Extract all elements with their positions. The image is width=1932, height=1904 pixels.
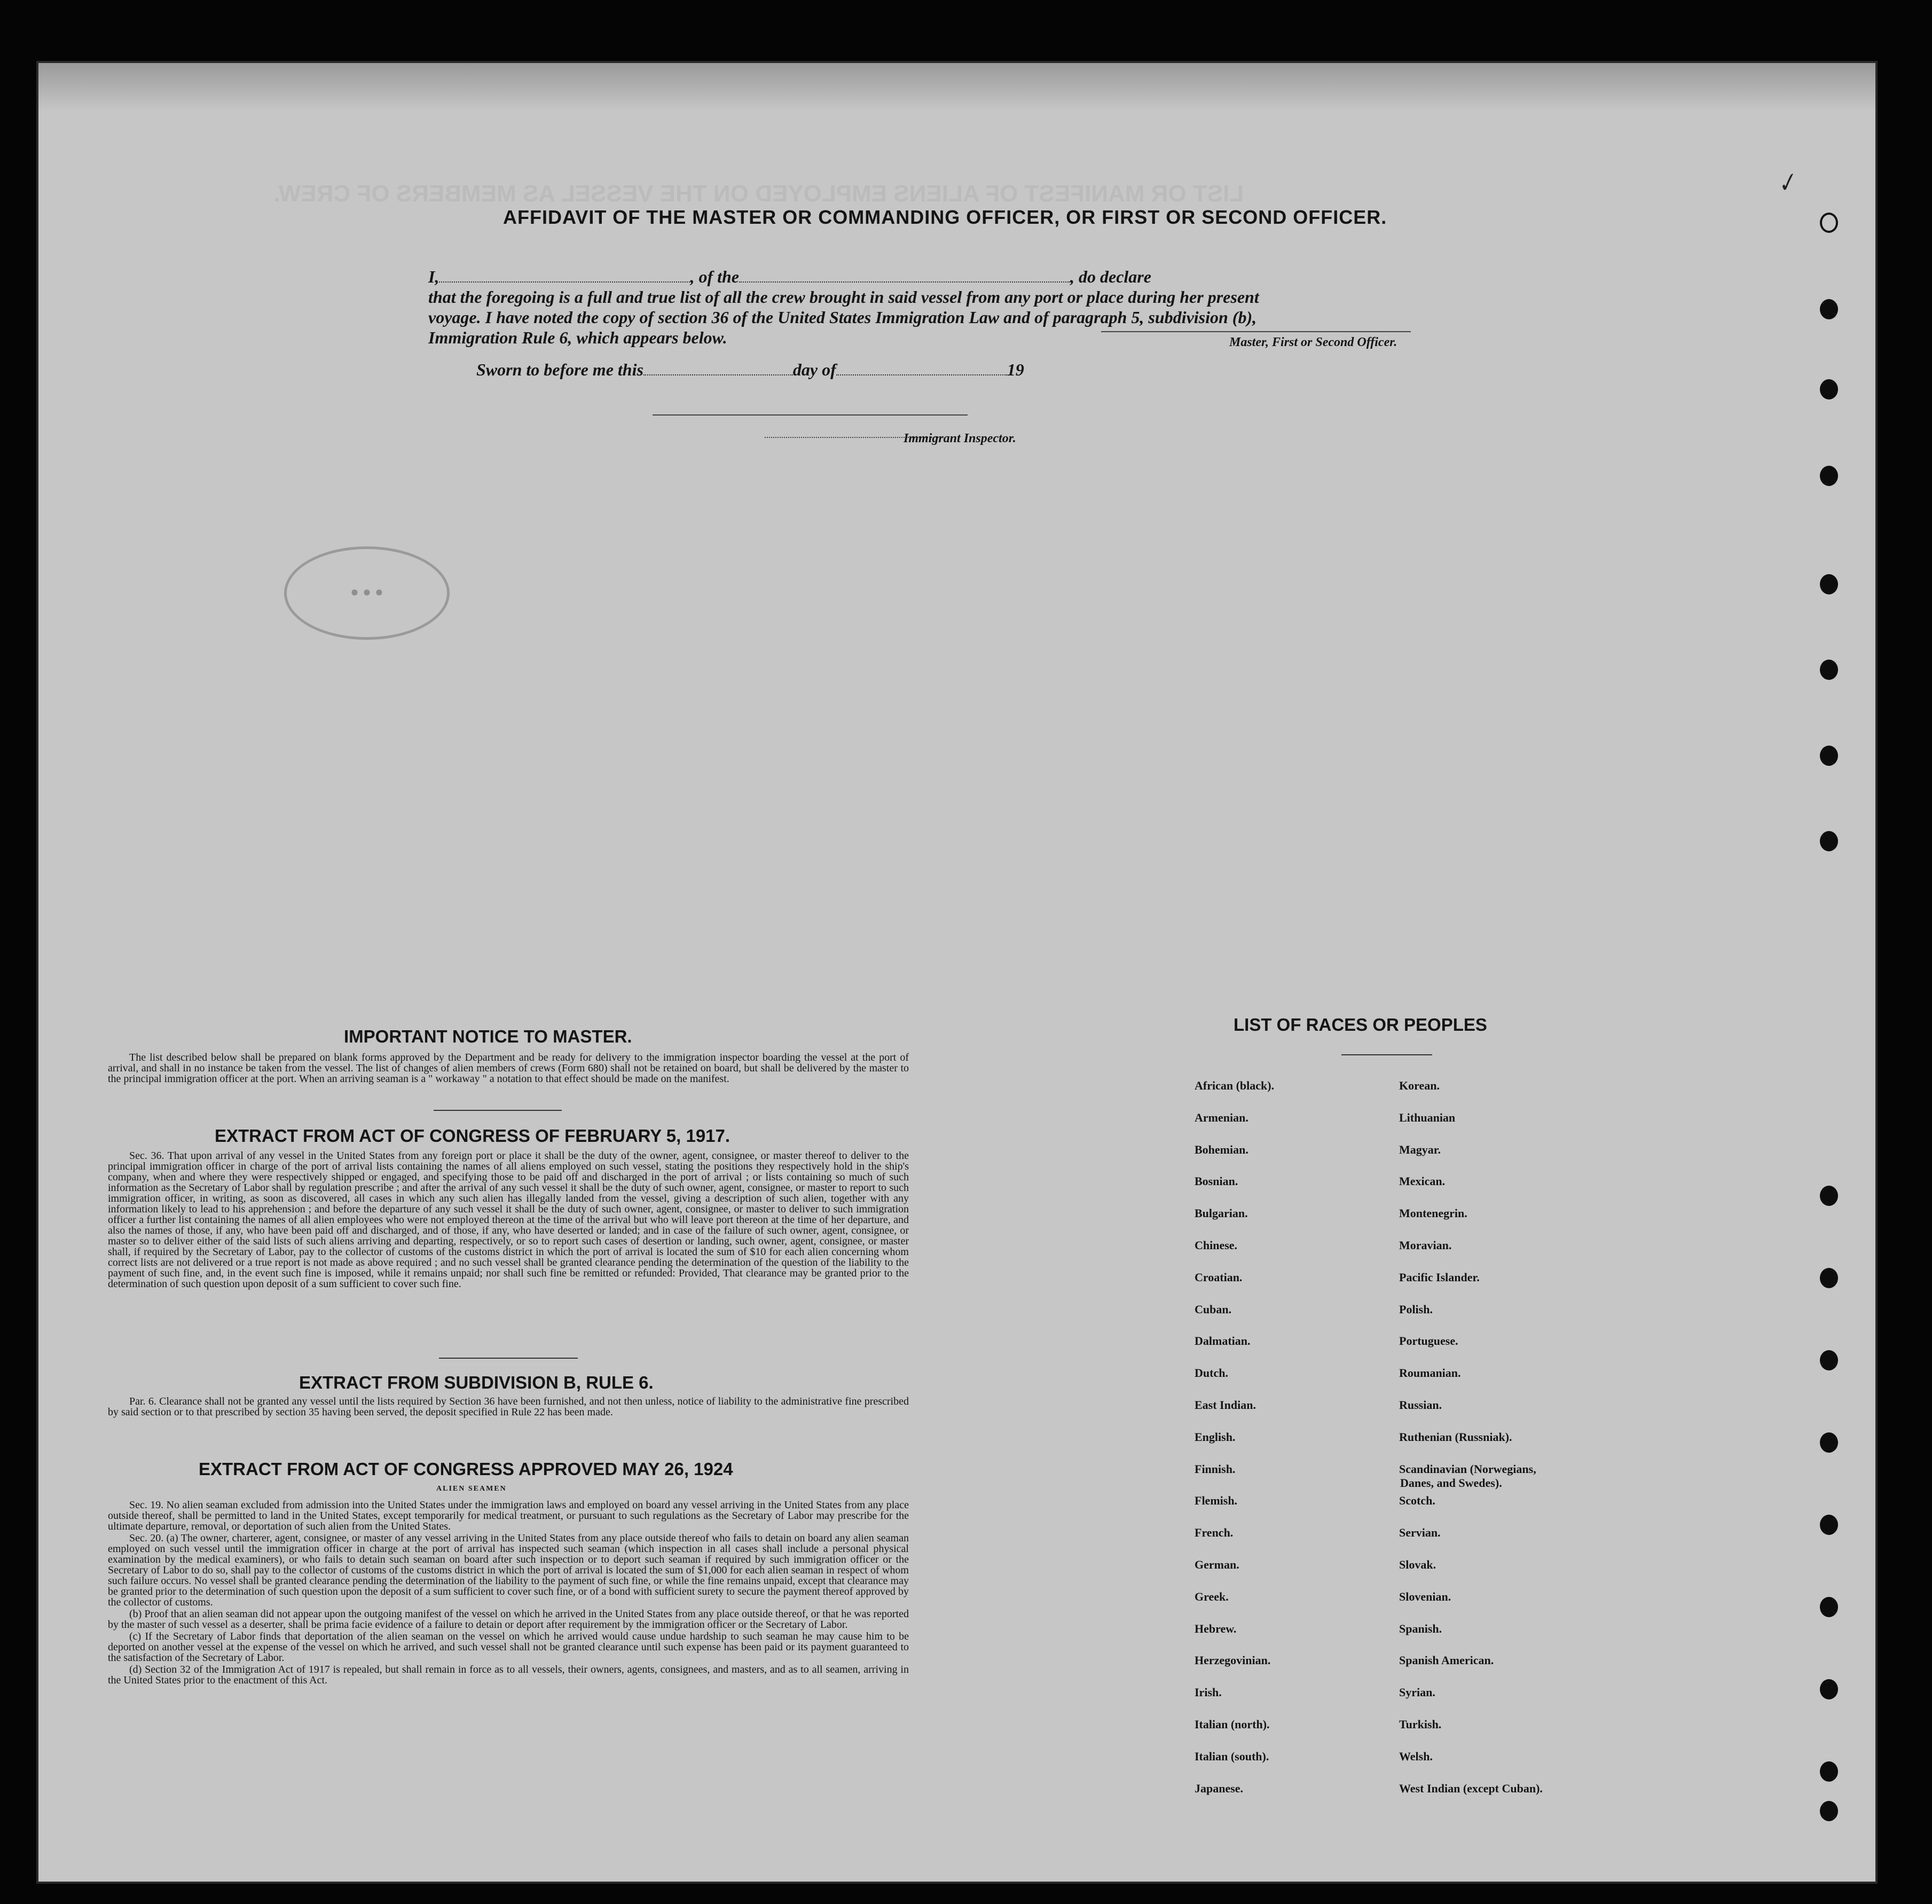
race-item: English. xyxy=(1195,1430,1236,1444)
race-item: Spanish. xyxy=(1399,1621,1442,1635)
race-item: Korean. xyxy=(1399,1079,1440,1092)
sec-19-paragraph: Sec. 19. No alien seaman excluded from admission into the United States under the immigration laws and employed on board any vessel arriving in the United States from any place outside thereof, shall be permitted to land in the United States, except temporarily for medical treatment, or pursuant to such regulations as the Secretary of Labor may prescribe for the ultimate departure, removal, or deportation of such alien from the United States. xyxy=(108,1499,909,1532)
race-item: Turkish. xyxy=(1399,1718,1442,1731)
race-item: Bohemian. xyxy=(1195,1142,1248,1156)
section-36-paragraph: Sec. 36. That upon arrival of any vessel in the United States from any foreign port or place it shall be the duty of the owner, agent, consignee, or master thereof to deliver to the principal immigration officer in charge of the port of arrival lists containing the names of all aliens employed on such vessel, stating the positions they respectively hold in the ship's company, when and where they were respectively shipped or engaged, and specifying those to be paid off and discharged in the port of arrival ; or lists containing so much of such information as the Secretary of Labor shall by regulation prescribe ; and after the arrival of any such vessel it shall be the duty of such owner, agent, consignee, or master to report to such immigration officer, in writing, as soon as discovered, all cases in which any such alien has illegally landed from the vessel, giving a description of such alien, together with any information likely to lead to his apprehension ; and before the departure of any such vessel it shall be the duty of such owner, agent, consignee, or master to deliver to such immigration officer a further list containing the names of all alien employees who were not employed thereon at the time of the arrival but who will leave port thereon at the time of her departure, and also the names of those, if any, who have been paid off and discharged, and of those, if any, who have deserted or landed; and in case of the failure of such owner, agent, consignee, or master so to deliver either of the said lists of such aliens arriving and departing, respectively, or so to report such cases of desertion or landing, such owner, agent, consignee, or master shall, if required by the Secretary of Labor, pay to the collector of customs of the customs district in which the port of arrival is located the sum of $10 for each alien concerning whom correct lists are not delivered or a true report is not made as above required ; and no such vessel shall be granted clearance pending the determination of the question of the liability to the payment of such fine, and, in the event such fine is imposed, while it remains unpaid; nor shall such fine be remitted or refunded: Provided, That clearance may be granted prior to the determination of such question upon deposit of a sum sufficient to cover such fine. xyxy=(108,1150,909,1290)
rule6-text xyxy=(108,1396,909,1419)
sworn-text: Sworn to before me this xyxy=(476,360,643,379)
notice-paragraph: The list described below shall be prepared on blank forms approved by the Department and be ready for delivery to the immigration inspector boarding the vessel at the port of arrival, and shall in no instance be taken from the vessel. The list of changes of alien members of crews (Form 680) shall not be retained on board, but shall be delivered by the master to the principal immigration officer at the port. When an arriving seaman is a " workaway " a notation to that effect should be made on the manifest. xyxy=(108,1052,909,1085)
affidavit-of-the: , of the xyxy=(690,267,739,286)
rule6-title: EXTRACT FROM SUBDIVISION B, RULE 6. xyxy=(299,1373,654,1392)
month-blank xyxy=(836,374,1007,375)
race-item: African (black). xyxy=(1195,1079,1275,1092)
binder-hole xyxy=(1820,1186,1838,1206)
notary-line xyxy=(653,414,968,416)
binder-hole xyxy=(1820,746,1838,766)
race-item: Danes, and Swedes). xyxy=(1400,1476,1502,1490)
affidavit-title: AFFIDAVIT OF THE MASTER OR COMMANDING OFFICER, OR FIRST OR SECOND OFFICER. xyxy=(503,206,1387,228)
race-item: Bulgarian. xyxy=(1195,1206,1248,1220)
race-item: Scotch. xyxy=(1399,1494,1435,1508)
race-item: Italian (north). xyxy=(1195,1718,1270,1731)
race-item: Armenian. xyxy=(1195,1110,1248,1124)
race-item: Portuguese. xyxy=(1399,1334,1458,1348)
rule6-paragraph: Par. 6. Clearance shall not be granted any vessel until the lists required by Section 36 have been furnished, and not then unless, notice of liability to the administrative fine prescribed by said section or to that prescribed by section 35 having been served, the deposit specified in Rule 22 has been made. xyxy=(108,1396,909,1418)
extract-1917-rule xyxy=(439,1358,578,1359)
sec-20a-paragraph: Sec. 20. (a) The owner, charterer, agent, consignee, or master of any vessel arriving in the United States from any place outside thereof who fails to detain on board any alien seaman employed on such vessel until the immigration officer in charge at the port of arrival has inspected such seaman (which inspection in all cases shall include a personal physical examination by the medical examiners), or who fails to detain such seaman on board after such inspection or to deport such seaman if required by such immigration officer or the Secretary of Labor to do so, shall pay to the collector of customs of the customs district in which the port of arrival is located the sum of $1,000 for each alien seaman in respect of whom such failure occurs. No vessel shall be granted clearance pending the determination of the liability to the payment of such fine, or while the fine remains unpaid, except that clearance may be granted prior to the determination of such question upon the deposit of a sum sufficient to cover such fine, or of a bond with sufficient surety to secure the payment thereof approved by the collector of customs. xyxy=(108,1532,909,1608)
day-of-text: day of xyxy=(792,360,836,379)
alien-seamen-subtitle: ALIEN SEAMEN xyxy=(436,1485,507,1493)
race-item: Syrian. xyxy=(1399,1686,1435,1699)
race-item: Montenegrin. xyxy=(1399,1206,1467,1220)
affidavit-declare: , do declare xyxy=(1070,267,1151,286)
race-item: Croatian. xyxy=(1195,1270,1243,1284)
inspector-caption: Immigrant Inspector. xyxy=(904,432,1016,445)
race-item: German. xyxy=(1195,1558,1239,1571)
race-item: Finnish. xyxy=(1195,1462,1236,1476)
binder-hole xyxy=(1820,379,1838,399)
binder-hole xyxy=(1820,213,1838,233)
race-item: East Indian. xyxy=(1195,1398,1256,1412)
binder-hole xyxy=(1820,1761,1838,1782)
race-item: Japanese. xyxy=(1195,1781,1244,1795)
race-item: Dutch. xyxy=(1195,1366,1228,1380)
notice-title: IMPORTANT NOTICE TO MASTER. xyxy=(344,1027,632,1046)
office-stamp: ● ● ● xyxy=(284,546,450,640)
race-item: Welsh. xyxy=(1399,1749,1433,1763)
binder-hole xyxy=(1820,1432,1838,1453)
race-item: Roumanian. xyxy=(1399,1366,1461,1380)
race-item: Lithuanian xyxy=(1399,1110,1456,1124)
sworn-line xyxy=(476,360,1024,380)
affidavit-line-1 xyxy=(428,267,1151,287)
affidavit-line-4: Immigration Rule 6, which appears below. xyxy=(428,328,727,347)
binder-hole xyxy=(1820,1515,1838,1535)
handwritten-check-mark: ✓ xyxy=(1772,168,1801,199)
race-item: Russian. xyxy=(1399,1398,1442,1412)
name-blank xyxy=(439,281,690,283)
race-item: Mexican. xyxy=(1399,1174,1446,1188)
notice-rule xyxy=(434,1110,562,1111)
race-item: Moravian. xyxy=(1399,1239,1452,1252)
binder-hole xyxy=(1820,466,1838,486)
race-item: Hebrew. xyxy=(1195,1621,1237,1635)
race-item: West Indian (except Cuban). xyxy=(1399,1781,1543,1795)
bleed-through-title: LIST OR MANIFEST OF ALIENS EMPLOYED ON THE VESSEL AS MEMBERS OF CREW. xyxy=(273,181,1244,207)
race-item: Italian (south). xyxy=(1195,1749,1269,1763)
extract-1924-title: EXTRACT FROM ACT OF CONGRESS APPROVED MAY 26, 1924 xyxy=(199,1459,733,1479)
race-item: Chinese. xyxy=(1195,1239,1238,1252)
extract-1917-text xyxy=(108,1150,909,1290)
binder-hole xyxy=(1820,1801,1838,1821)
binder-hole xyxy=(1820,1679,1838,1699)
master-caption: Master, First or Second Officer. xyxy=(1229,335,1397,349)
race-item: Greek. xyxy=(1195,1589,1229,1603)
race-item: Flemish. xyxy=(1195,1494,1238,1508)
day-blank xyxy=(643,374,793,375)
race-item: Slovak. xyxy=(1399,1558,1436,1571)
sec-20c-paragraph: (c) If the Secretary of Labor finds that deportation of the alien seaman on the vessel on which he arrived would cause undue hardship to such seaman he may cause him to be deported on another vessel at the expense of the vessel on which he arrived, and such vessel shall not be granted clearance until such expense has been paid or its payment guaranteed to the satisfaction of the Secretary of Labor. xyxy=(108,1631,909,1664)
extract-1924-text xyxy=(108,1500,909,1687)
race-item: Bosnian. xyxy=(1195,1174,1238,1188)
race-item: Dalmatian. xyxy=(1195,1334,1251,1348)
binder-hole xyxy=(1820,831,1838,851)
race-item: Polish. xyxy=(1399,1302,1433,1316)
binder-hole xyxy=(1820,574,1838,594)
binder-hole xyxy=(1820,660,1838,680)
notice-text xyxy=(108,1052,909,1085)
binder-hole xyxy=(1820,1350,1838,1370)
extract-1917-title: EXTRACT FROM ACT OF CONGRESS OF FEBRUARY 5, 1917. xyxy=(215,1126,731,1146)
races-title: LIST OF RACES OR PEOPLES xyxy=(1234,1015,1487,1035)
year-prefix: 19 xyxy=(1007,360,1024,379)
races-rule xyxy=(1341,1054,1432,1055)
document-page xyxy=(38,63,1875,1882)
binder-hole xyxy=(1820,1268,1838,1288)
binder-hole xyxy=(1820,299,1838,319)
race-item: Servian. xyxy=(1399,1526,1441,1540)
vessel-blank xyxy=(739,281,1070,283)
race-item: Herzegovinian. xyxy=(1195,1654,1271,1667)
affidavit-line-2: that the foregoing is a full and true list of all the crew brought in said vessel from any port or place during her present xyxy=(428,287,1259,307)
race-item: Irish. xyxy=(1195,1686,1222,1699)
race-item: Scandinavian (Norwegians, xyxy=(1399,1462,1536,1476)
affidavit-i: I, xyxy=(428,267,439,286)
affidavit-line-3: voyage. I have noted the copy of section 36 of the United States Immigration Law and of paragraph 5, subdivision (b), xyxy=(428,308,1257,327)
race-item: French. xyxy=(1195,1526,1234,1540)
race-item: Cuban. xyxy=(1195,1302,1232,1316)
race-item: Slovenian. xyxy=(1399,1589,1451,1603)
master-signature-line xyxy=(1101,331,1411,332)
sec-20d-paragraph: (d) Section 32 of the Immigration Act of 1917 is repealed, but shall remain in force as to all vessels, their owners, agents, consignees, and masters, and as to all seamen, arriving in the United States prior to the enactment of this Act. xyxy=(108,1664,909,1686)
page-edge-shadow xyxy=(38,63,1875,111)
race-item: Spanish American. xyxy=(1399,1654,1494,1667)
race-item: Magyar. xyxy=(1399,1142,1441,1156)
race-item: Ruthenian (Russniak). xyxy=(1399,1430,1512,1444)
race-item: Pacific Islander. xyxy=(1399,1270,1480,1284)
sec-20b-paragraph: (b) Proof that an alien seaman did not appear upon the outgoing manifest of the vessel on which he arrived in the United States from any place outside thereof, or that he was reported by the master of such vessel as a deserter, shall be prima facie evidence of a failure to detain or deport after requirement by the immigration officer or the Secretary of Labor. xyxy=(108,1608,909,1631)
binder-hole xyxy=(1820,1597,1838,1617)
